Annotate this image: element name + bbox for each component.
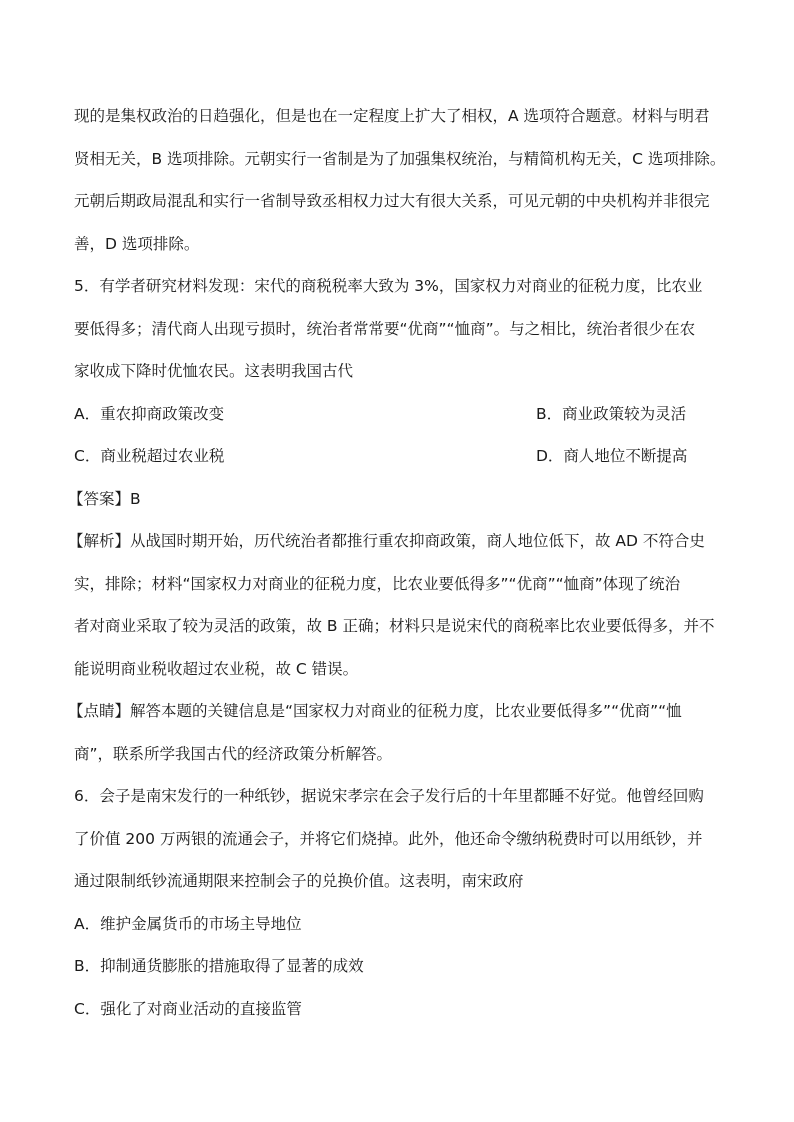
q5-analysis-line-3: 者对商业采取了较为灵活的政策，故 B 正确；材料只是说宋代的商税率比农业要低得多，并不 — [74, 617, 715, 635]
q5-analysis-line-2: 实，排除；材料“国家权力对商业的征税力度，比农业要低得多”“优商”“恤商”体现了统治 — [74, 575, 681, 593]
q5-stem-line-3: 家收成下降时优恤农民。这表明我国古代 — [74, 362, 354, 380]
continuation-line-1: 现的是集权政治的日趋强化，但是也在一定程度上扩大了相权，A 选项符合题意。材料与明君 — [74, 107, 710, 125]
q5-stem-line-2: 要低得多；清代商人出现亏损时，统治者常常要“优商”“恤商”。与之相比，统治者很少在农 — [74, 320, 696, 338]
q6-option-b: B．抑制通货膨胀的措施取得了显著的成效 — [74, 957, 364, 975]
continuation-line-4: 善，D 选项排除。 — [74, 235, 200, 253]
q5-stem-line-1: 5．有学者研究材料发现：宋代的商税税率大致为 3%，国家权力对商业的征税力度，比农业 — [74, 277, 703, 295]
q5-answer: 【答案】B — [68, 490, 141, 508]
q5-option-c: C．商业税超过农业税 — [74, 447, 225, 465]
q6-stem-line-2: 了价值 200 万两银的流通会子，并将它们烧掉。此外，他还命令缴纳税费时可以用纸钞，并 — [74, 830, 703, 848]
q5-tip-line-2: 商”，联系所学我国古代的经济政策分析解答。 — [74, 745, 393, 763]
q6-stem-line-3: 通过限制纸钞流通期限来控制会子的兑换价值。这表明，南宋政府 — [74, 872, 524, 890]
q5-option-a: A．重农抑商政策改变 — [74, 405, 225, 423]
q5-option-b: B．商业政策较为灵活 — [536, 405, 687, 423]
q6-option-c: C．强化了对商业活动的直接监管 — [74, 1000, 302, 1018]
continuation-line-2: 贤相无关，B 选项排除。元朝实行一省制是为了加强集权统治，与精简机构无关，C 选项排除。 — [74, 150, 726, 168]
q5-analysis-line-4: 能说明商业税收超过农业税，故 C 错误。 — [74, 660, 359, 678]
q5-tip-line-1: 【点睛】解答本题的关键信息是“国家权力对商业的征税力度，比农业要低得多”“优商”“恤 — [68, 702, 682, 720]
q6-option-a: A．维护金属货币的市场主导地位 — [74, 915, 302, 933]
q5-analysis-line-1: 【解析】从战国时期开始，历代统治者都推行重农抑商政策，商人地位低下，故 AD 不符合史 — [68, 532, 705, 550]
q6-stem-line-1: 6．会子是南宋发行的一种纸钞，据说宋孝宗在会子发行后的十年里都睡不好觉。他曾经回购 — [74, 787, 704, 805]
continuation-line-3: 元朝后期政局混乱和实行一省制导致丞相权力过大有很大关系，可见元朝的中央机构并非很完 — [74, 192, 710, 210]
q5-option-d: D．商人地位不断提高 — [536, 447, 688, 465]
